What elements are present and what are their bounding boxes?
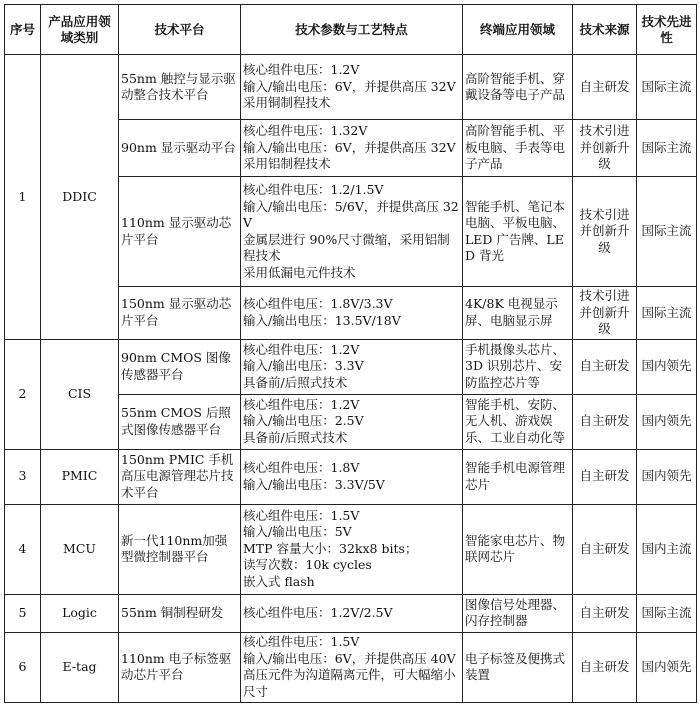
application-cell: 智能手机、安防、无人机、游戏娱乐、工业自动化等 [463, 394, 573, 449]
seq-cell: 5 [5, 594, 41, 632]
param-line: 输入/输出电压：6V，并提供高压 32V [243, 139, 456, 155]
param-line: 读写次数：10k cycles [243, 557, 372, 573]
source-cell: 自主研发 [573, 55, 637, 120]
advancement-cell: 国际主流 [637, 120, 697, 177]
advancement-cell: 国际主流 [637, 287, 697, 340]
application-cell: 手机摄像头芯片、3D 识别芯片、安防监控芯片等 [463, 339, 573, 394]
advancement-cell: 国际主流 [637, 55, 697, 120]
header-seq: 序号 [5, 5, 41, 55]
params-cell [241, 177, 463, 287]
platform-cell: 55nm CMOS 后照式图像传感器平台 [119, 394, 241, 449]
param-line: 核心组件电压：1.8V/3.3V [243, 296, 393, 312]
params-cell [241, 594, 463, 632]
params-cell [241, 339, 463, 394]
source-cell: 自主研发 [573, 632, 637, 702]
advancement-cell: 国内主流 [637, 504, 697, 594]
table-row [5, 504, 697, 594]
platform-cell: 55nm 铜制程研发 [119, 594, 241, 632]
application-cell: 高阶智能手机、平板电脑、手表等电子产品 [463, 120, 573, 177]
params-cell [241, 632, 463, 702]
category-cell: Logic [41, 594, 119, 632]
seq-cell: 2 [5, 339, 41, 449]
header-row [5, 5, 697, 55]
source-cell: 自主研发 [573, 339, 637, 394]
params-cell [241, 287, 463, 340]
table-row [5, 55, 697, 120]
platform-cell: 90nm 显示驱动平台 [119, 120, 241, 177]
header-application: 终端应用领域 [463, 5, 573, 55]
param-line: 核心组件电压：1.5V [243, 634, 360, 649]
application-cell: 4K/8K 电视显示屏、电脑显示屏 [463, 287, 573, 340]
application-cell: 电子标签及便携式装置 [463, 632, 573, 702]
param-line: 核心组件电压：1.2V [243, 62, 360, 78]
advancement-cell: 国内领先 [637, 449, 697, 504]
param-line: 输入/输出电压：2.5V [243, 413, 364, 429]
advancement-cell: 国际主流 [637, 594, 697, 632]
param-line: 核心组件电压：1.2V [243, 396, 360, 412]
param-line: 输入/输出电压：3.3V/5V [243, 476, 385, 492]
technology-platform-table [4, 4, 697, 703]
platform-cell: 150nm 显示驱动芯片平台 [119, 287, 241, 340]
platform-cell: 150nm PMIC 手机高压电源管理芯片技术平台 [119, 449, 241, 504]
param-line: 核心组件电压：1.2V [243, 341, 360, 357]
params-cell [241, 55, 463, 120]
param-line: 核心组件电压：1.5V [243, 507, 360, 523]
header-source: 技术来源 [573, 5, 637, 55]
param-line: 金属层进行 90%尺寸微缩，采用铝制程技术 [243, 231, 450, 263]
header-platform: 技术平台 [119, 5, 241, 55]
application-cell: 智能手机电源管理芯片 [463, 449, 573, 504]
param-line: 核心组件电压：1.2V/2.5V [243, 604, 393, 620]
source-cell: 技术引进并创新升级 [573, 177, 637, 287]
seq-cell: 1 [5, 55, 41, 340]
param-line: 核心组件电压：1.8V [243, 460, 360, 475]
header-advancement: 技术先进性 [637, 5, 697, 55]
platform-cell: 110nm 显示驱动芯片平台 [119, 177, 241, 287]
param-line: 核心组件电压：1.32V [243, 123, 368, 139]
category-cell: CIS [41, 339, 119, 449]
table-row [5, 594, 697, 632]
category-cell: E-tag [41, 632, 119, 702]
source-cell: 技术引进并创新升级 [573, 287, 637, 340]
table-row [5, 339, 697, 394]
param-line: 输入/输出电压：6V，并提供高压 40V 高压元件为沟道隔离元件，可大幅缩小尺寸 [243, 650, 456, 699]
param-line: 输入/输出电压：5V [243, 524, 352, 540]
application-cell: 图像信号处理器、闪存控制器 [463, 594, 573, 632]
param-line: 采用铜制程技术 [243, 95, 331, 111]
platform-cell: 90nm CMOS 图像传感器平台 [119, 339, 241, 394]
header-category: 产品应用领域类别 [41, 5, 119, 55]
source-cell: 自主研发 [573, 449, 637, 504]
params-cell [241, 449, 463, 504]
seq-cell: 4 [5, 504, 41, 594]
platform-cell: 110nm 电子标签驱动芯片平台 [119, 632, 241, 702]
advancement-cell: 国内领先 [637, 339, 697, 394]
table-row [5, 449, 697, 504]
category-cell: DDIC [41, 55, 119, 340]
source-cell: 自主研发 [573, 504, 637, 594]
param-line: 嵌入式 flash [243, 573, 315, 589]
platform-cell: 55nm 触控与显示驱动整合技术平台 [119, 55, 241, 120]
param-line: 核心组件电压：1.2/1.5V [243, 182, 384, 197]
param-line: 采用铝制程技术 [243, 156, 331, 172]
advancement-cell: 国内领先 [637, 632, 697, 702]
param-line: 输入/输出电压：3.3V [243, 358, 364, 374]
advancement-cell: 国内领先 [637, 394, 697, 449]
params-cell [241, 120, 463, 177]
param-line: 具备前/后照式技术 [243, 374, 348, 390]
param-line: 输入/输出电压：6V，并提供高压 32V [243, 78, 456, 94]
params-cell [241, 394, 463, 449]
application-cell: 智能手机、笔记本电脑、平板电脑、LED 广告牌、LED 背光 [463, 177, 573, 287]
param-line: 具备前/后照式技术 [243, 429, 348, 445]
param-line: 采用低漏电元件技术 [243, 264, 356, 280]
header-params: 技术参数与工艺特点 [241, 5, 463, 55]
param-line: 输入/输出电压：5/6V，并提供高压 32V [243, 198, 459, 230]
application-cell: 高阶智能手机、穿戴设备等电子产品 [463, 55, 573, 120]
source-cell: 自主研发 [573, 394, 637, 449]
table-row [5, 632, 697, 702]
seq-cell: 3 [5, 449, 41, 504]
category-cell: PMIC [41, 449, 119, 504]
advancement-cell: 国际主流 [637, 177, 697, 287]
param-line: MTP 容量大小：32kx8 bits； [243, 540, 418, 556]
platform-cell: 新一代110nm加强型微控制器平台 [119, 504, 241, 594]
application-cell: 智能家电芯片、物联网芯片 [463, 504, 573, 594]
param-line: 输入/输出电压：13.5V/18V [243, 312, 401, 328]
source-cell: 自主研发 [573, 594, 637, 632]
params-cell [241, 504, 463, 594]
source-cell: 技术引进并创新升级 [573, 120, 637, 177]
category-cell: MCU [41, 504, 119, 594]
seq-cell: 6 [5, 632, 41, 702]
